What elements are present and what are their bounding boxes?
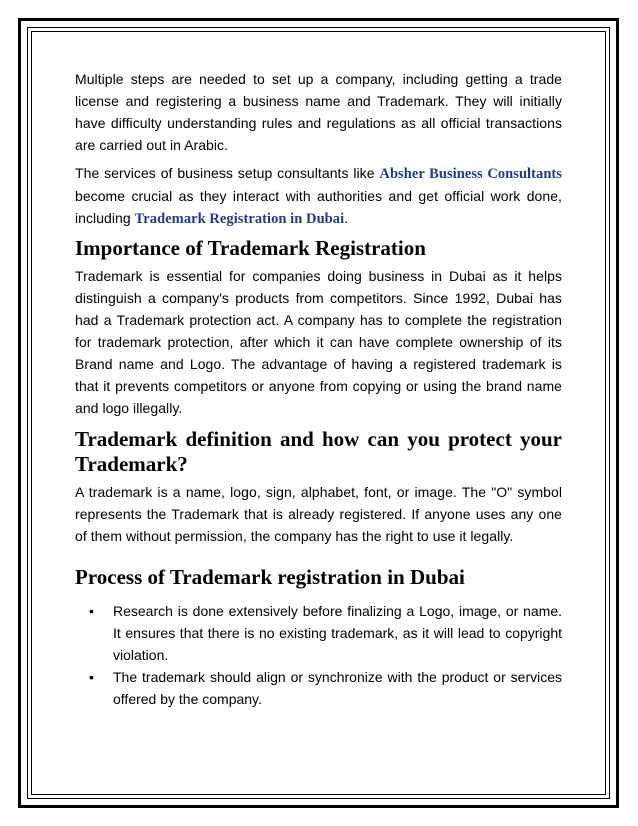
- intro-text-after: .: [344, 210, 349, 226]
- intro-text-middle: become crucial as they interact with authorities and get official work done, including: [75, 188, 562, 226]
- definition-heading: Trademark definition and how can you protect your Trademark?: [75, 427, 562, 476]
- trademark-registration-link[interactable]: Trademark Registration in Dubai: [134, 211, 345, 227]
- intro-paragraph-2: [75, 162, 562, 230]
- list-item-text: Research is done extensively before finalizing a Logo, image, or name. It ensures that there is no existing trademark, as it will lead to copyright violation.: [113, 603, 562, 663]
- list-item: [89, 600, 562, 666]
- importance-heading: Importance of Trademark Registration: [75, 236, 426, 260]
- bullet-icon: •: [89, 603, 94, 619]
- document-body: [75, 68, 562, 710]
- absher-link[interactable]: Absher Business Consultants: [379, 166, 563, 182]
- bullet-icon: •: [89, 669, 94, 685]
- list-item-text: The trademark should align or synchronize with the product or services offered by the company.: [113, 669, 562, 707]
- intro-paragraph-1: Multiple steps are needed to set up a company, including getting a trade license and registering a business name and Trademark. They will initially have difficulty understanding rules and regulations as all official transactions are carried out in Arabic.: [75, 71, 562, 153]
- process-list: [75, 600, 562, 710]
- list-item: [89, 666, 562, 710]
- importance-paragraph: Trademark is essential for companies doing business in Dubai as it helps distinguish a company's products from competitors. Since 1992, Dubai has had a Trademark protection act. A company has to complete the registration for trademark protection, after which it can have complete ownership of its Brand name and Logo. The advantage of having a registered trademark is that it prevents competitors or anyone from copying or using the brand name and logo illegally.: [75, 268, 562, 416]
- definition-paragraph: A trademark is a name, logo, sign, alphabet, font, or image. The "O" symbol represents the Trademark that is already registered. If anyone uses any one of them without permission, the company has the right to use it legally.: [75, 484, 562, 544]
- process-heading: Process of Trademark registration in Dubai: [75, 565, 465, 589]
- intro-text-before: The services of business setup consultants like: [75, 165, 380, 181]
